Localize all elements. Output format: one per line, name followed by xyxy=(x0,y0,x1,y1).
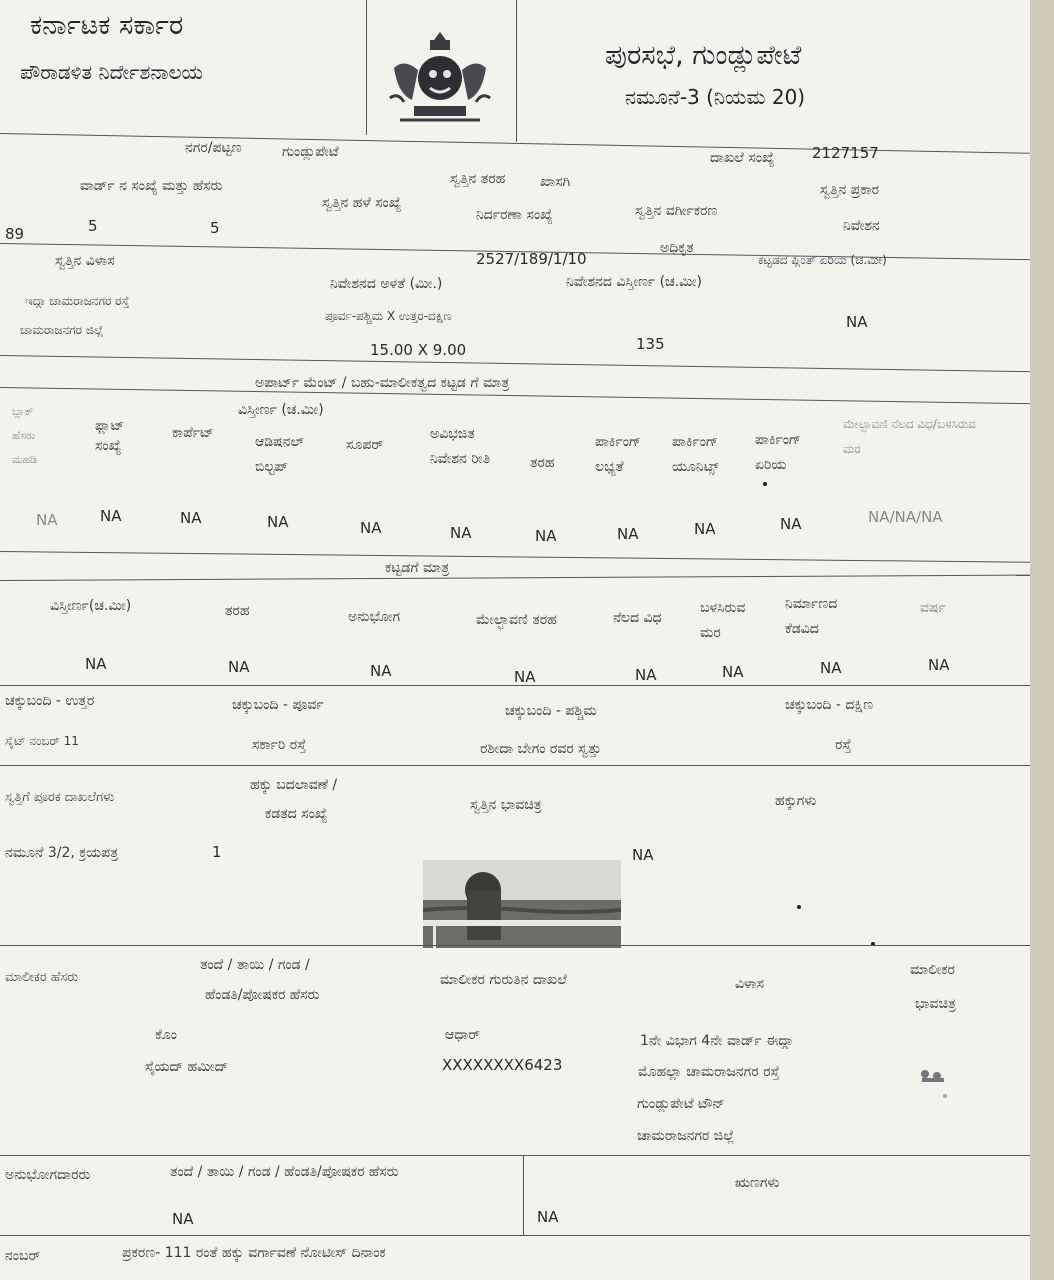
rule-before-owner xyxy=(0,945,1030,946)
classification-value: ಅಧಿಕೃತ xyxy=(660,240,694,256)
owner-relation-prefix: ಕೊಂ xyxy=(155,1027,177,1043)
rule-before-documents xyxy=(0,765,1030,766)
debts-value: NA xyxy=(537,1208,559,1226)
owner-relation-name: ಸೈಯದ್ ಹಮೀದ್ xyxy=(145,1059,229,1075)
state-emblem-icon xyxy=(380,28,500,133)
building-header-usage: ಅನುಭೋಗ xyxy=(348,609,401,625)
address-line-2: ಚಾಮರಾಜನಗರ ಜಿಲ್ಲೆ xyxy=(20,323,104,337)
boundary-south-value: ರಸ್ತೆ xyxy=(835,737,852,753)
ownership-value: ಖಾಸಗಿ xyxy=(540,174,571,190)
apartment-header-undivided: ಅವಿಭಜಿತ ನಿವೇಶನ ರೀತಿ xyxy=(430,426,491,467)
supporting-documents-value: ನಮೂನೆ 3/2, ಕ್ರಯಪತ್ರ xyxy=(5,845,119,861)
building-value-area: NA xyxy=(85,655,107,673)
transfer-label-line-1: ಹಕ್ಕು ಬದಲಾವಣೆ / xyxy=(250,777,338,793)
owner-id-value: XXXXXXXX6423 xyxy=(442,1056,563,1074)
rights-label: ಹಕ್ಕುಗಳು xyxy=(775,793,817,809)
building-header-roof: ಮೇಲ್ಛಾವಣಿ ತರಹ xyxy=(476,612,557,628)
boundary-west-value: ರಶೀದಾ ಬೇಗಂ ರವರ ಸ್ವತ್ತು xyxy=(480,741,602,757)
rule-before-occupant xyxy=(0,1155,1030,1156)
owner-relation-label-2: ಹೆಂಡತಿ/ಪೋಷಕರ ಹೆಸರು xyxy=(205,987,320,1003)
boundary-east-value: ಸರ್ಕಾರಿ ರಸ್ತೆ xyxy=(252,737,307,753)
owner-id-type: ಆಧಾರ್ xyxy=(445,1027,481,1043)
row-left-fragment: 89 xyxy=(5,225,25,243)
rule-before-footer xyxy=(0,1235,1030,1236)
ward-label: ವಾರ್ಡ್ ನ ಸಂಖ್ಯೆ ಮತ್ತು ಹೆಸರು xyxy=(80,178,223,194)
property-photo-label: ಸ್ವತ್ತಿನ ಭಾವಚಿತ್ರ xyxy=(470,797,542,813)
form-name: ನಮೂನೆ-3 (ನಿಯಮ 20) xyxy=(625,85,806,109)
apartment-header-super: ಸೂಪರ್ xyxy=(346,437,384,453)
doc-number-label: ದಾಖಲೆ ಸಂಖ್ಯೆ xyxy=(710,150,775,166)
supporting-documents-label: ಸ್ವತ್ತಿಗೆ ಪೂರಕ ದಾಖಲೆಗಳು xyxy=(5,790,115,805)
town-value: ಗುಂಡ್ಲುಪೇಟೆ xyxy=(282,144,339,160)
property-type-value: ನಿವೇಶನ xyxy=(843,218,880,234)
apartment-value-super: NA xyxy=(360,519,382,537)
header-divider-left xyxy=(366,0,367,135)
occupant-relation-label: ತಂದೆ / ತಾಯಿ / ಗಂಡ / ಹೆಂಡತಿ/ಪೋಷಕರ ಹೆಸರು xyxy=(170,1164,399,1180)
paper-edge-shadow xyxy=(1030,0,1054,1280)
owner-photo-placeholder xyxy=(915,1060,955,1100)
apartment-header-type: ತರಹ xyxy=(530,455,555,471)
rule-before-apartment xyxy=(0,355,1030,372)
boundary-east-label: ಚಕ್ಕುಬಂದಿ - ಪೂರ್ವ xyxy=(232,697,324,713)
apartment-header-block: ಬ್ಲಾಕ್ ಹೆಸರು ಮಹಡಿ xyxy=(12,405,38,466)
apartment-value-parking-availability: NA xyxy=(617,525,639,543)
site-area-value: 135 xyxy=(636,335,665,353)
apartment-value-additional: NA xyxy=(267,513,289,531)
apartment-header-carpet: ಕಾರ್ಪೆಟ್ xyxy=(172,425,214,441)
town-label: ನಗರ/ಪಟ್ಟಣ xyxy=(185,140,242,156)
boundary-north-label: ಚಕ್ಕುಬಂದಿ - ಉತ್ತರ xyxy=(5,693,95,709)
government-name: ಕರ್ನಾಟಕ ಸರ್ಕಾರ xyxy=(30,10,184,41)
building-section-title: ಕಟ್ಟಡಗೆ ಮಾತ್ರ xyxy=(385,560,450,576)
occupant-label: ಅನುಭೋಗದಾರರು xyxy=(5,1167,91,1183)
ink-dot xyxy=(797,905,801,909)
doc-number-value: 2127157 xyxy=(812,144,879,162)
apartment-header-parking-availability: ಪಾರ್ಕಿಂಗ್ ಲಭ್ಯತೆ xyxy=(595,434,642,475)
ward-number-value: 5 xyxy=(88,217,98,235)
property-type-label: ಸ್ವತ್ತಿನ ಪ್ರಕಾರ xyxy=(820,182,880,198)
building-header-year: ವರ್ಷ xyxy=(920,600,946,616)
footer-left-label: ನಂಬರ್ xyxy=(5,1248,41,1264)
footer-case-text: ಪ್ರಕರಣ- 111 ರಂತೆ ಹಕ್ಕು ವರ್ಗಾವಣೆ ನೋಟೀಸ್ ದಿನಾಂಕ xyxy=(122,1245,386,1261)
address-label: ಸ್ವತ್ತಿನ ವಿಳಾಸ xyxy=(55,253,115,269)
building-header-type: ತರಹ xyxy=(225,603,250,619)
owner-photo-label-2: ಭಾವಚಿತ್ರ xyxy=(915,996,956,1012)
assessment-number-label: ನಿರ್ದರಣಾ ಸಂಖ್ಯೆ xyxy=(476,207,553,223)
boundary-south-label: ಚಕ್ಕುಬಂದಿ - ದಕ್ಷಿಣ xyxy=(785,697,874,713)
building-value-construction: NA xyxy=(820,659,842,677)
apartment-value-roof: NA/NA/NA xyxy=(868,508,943,526)
apartment-value-undivided: NA xyxy=(450,524,472,542)
apartment-header-flat: ಫ್ಲಾಟ್ ಸಂಖ್ಯೆ xyxy=(95,418,125,454)
apartment-value-parking-area: NA xyxy=(780,515,802,533)
owner-id-label: ಮಾಲೀಕರ ಗುರುತಿನ ದಾಖಲೆ xyxy=(440,972,567,988)
owner-relation-label-1: ತಂದೆ / ತಾಯಿ / ಗಂಡ / xyxy=(200,957,310,973)
owner-photo-label-1: ಮಾಲೀಕರ xyxy=(910,962,955,978)
site-area-label: ನಿವೇಶನದ ವಿಸ್ತೀರ್ಣ (ಚ.ಮೀ) xyxy=(566,274,702,290)
site-dimension-label: ನಿವೇಶನದ ಅಳತೆ (ಮೀ.) xyxy=(330,276,443,292)
rule-after-apartment-title xyxy=(0,387,1030,404)
plinth-area-value: NA xyxy=(846,313,868,331)
apartment-value-block: NA xyxy=(36,511,58,529)
ownership-label: ಸ್ವತ್ತಿನ ತರಹ xyxy=(450,171,506,187)
owner-address-label: ವಿಳಾಸ xyxy=(735,976,765,992)
apartment-value-type: NA xyxy=(535,527,557,545)
address-line-1: ಇದ್ಗಾ ಚಾಮರಾಜನಗರ ರಸ್ತೆ xyxy=(25,294,130,308)
occupant-relation-value: NA xyxy=(172,1210,194,1228)
site-dimension-value: 15.00 X 9.00 xyxy=(370,341,467,359)
boundary-west-label: ಚಕ್ಕುಬಂದಿ - ಪಶ್ಚಿಮ xyxy=(505,703,597,719)
occupant-divider xyxy=(523,1155,524,1235)
owner-address-line-1: 1ನೇ ವಿಭಾಗ 4ನೇ ವಾರ್ಡ್ ಈದ್ಗಾ xyxy=(640,1033,794,1049)
apartment-value-parking-units: NA xyxy=(694,520,716,538)
building-header-area: ವಿಸ್ತೀರ್ಣ(ಚ.ಮೀ) xyxy=(50,598,132,614)
header-divider-right xyxy=(516,0,517,142)
debts-label: ಋಣಗಳು xyxy=(735,1175,780,1191)
apartment-value-flat: NA xyxy=(100,507,122,525)
building-header-floor: ನೆಲದ ವಿಧ xyxy=(613,610,662,626)
apartment-section-title: ಅಪಾರ್ಟ್ ಮೆಂಟ್ / ಬಹು-ಮಾಲೀಕತ್ವದ ಕಟ್ಟಡ ಗೆ ಮಾತ್ರ xyxy=(255,375,510,391)
owner-address-line-2: ಮೊಹಲ್ಲಾ ಚಾಮರಾಜನಗರ ರಸ್ತೆ xyxy=(638,1064,780,1080)
building-value-year: NA xyxy=(928,656,950,674)
ward-name-value: 5 xyxy=(210,219,220,237)
site-dimension-axes: ಪೂರ್ವ-ಪಶ್ಚಿಮ X ಉತ್ತರ-ದಕ್ಷಿಣ xyxy=(325,309,452,323)
apartment-header-parking-units: ಪಾರ್ಕಿಂಗ್ ಯೂನಿಟ್ಸ್ xyxy=(672,434,719,475)
old-number-label: ಸ್ವತ್ತಿನ ಹಳೆ ಸಂಖ್ಯೆ xyxy=(322,195,402,211)
municipality-name: ಪುರಸಭೆ, ಗುಂಡ್ಲುಪೇಟೆ xyxy=(605,40,802,71)
apartment-header-roof: ಮೇಲ್ಛಾವಣಿ ನೆಲದ ವಿಧ/ಬಳಸಿರುವ ಮರ xyxy=(843,417,976,456)
building-value-floor: NA xyxy=(635,666,657,684)
transfer-label-line-2: ಕಡತದ ಸಂಖ್ಯೆ xyxy=(265,806,328,822)
property-photo xyxy=(423,860,621,948)
department-name: ಪೌರಾಡಳಿತ ನಿರ್ದೇಶನಾಲಯ xyxy=(20,60,203,84)
classification-label: ಸ್ವತ್ತಿನ ವರ್ಗೀಕರಣ xyxy=(635,203,718,219)
building-value-roof: NA xyxy=(514,668,536,686)
building-header-construction: ನಿರ್ಮಾಣದ ಕೆಡವಿದ xyxy=(785,596,838,637)
owner-address-line-3: ಗುಂಡ್ಲುಪೇಟೆ ಟೌನ್ xyxy=(637,1096,725,1112)
boundary-north-value: ಸೈಟ್ ನಂಬರ್ 11 xyxy=(5,734,79,748)
building-value-wood: NA xyxy=(722,663,744,681)
apartment-header-additional: ಆಡಿಷನಲ್ ಬಿಲ್ಟಪ್ xyxy=(255,434,304,475)
rule-before-boundaries xyxy=(0,685,1030,686)
building-header-wood: ಬಳಸಿರುವ ಮರ xyxy=(700,600,746,641)
rule-before-building xyxy=(0,551,1030,563)
building-value-usage: NA xyxy=(370,662,392,680)
ink-dot xyxy=(763,482,767,486)
apartment-value-carpet: NA xyxy=(180,509,202,527)
transfer-file-number: 1 xyxy=(212,843,222,861)
plinth-area-label: ಕಟ್ಟಡದ ಪ್ಲಿಂತ್ ಏರಿಯ (ಚ.ಮೀ) xyxy=(758,253,887,267)
apartment-header-parking-area: ಪಾರ್ಕಿಂಗ್ ಏರಿಯ xyxy=(755,432,802,473)
rule-after-building-title xyxy=(0,575,1030,581)
apartment-area-group-label: ವಿಸ್ತೀರ್ಣ (ಚ.ಮೀ) xyxy=(238,402,324,418)
assessment-number-value: 2527/189/1/10 xyxy=(476,250,587,268)
rights-value: NA xyxy=(632,846,654,864)
building-value-type: NA xyxy=(228,658,250,676)
owner-address-line-4: ಚಾಮರಾಜನಗರ ಜಿಲ್ಲೆ xyxy=(637,1128,735,1144)
owner-name-label: ಮಾಲೀಕರ ಹೆಸರು xyxy=(5,970,79,985)
